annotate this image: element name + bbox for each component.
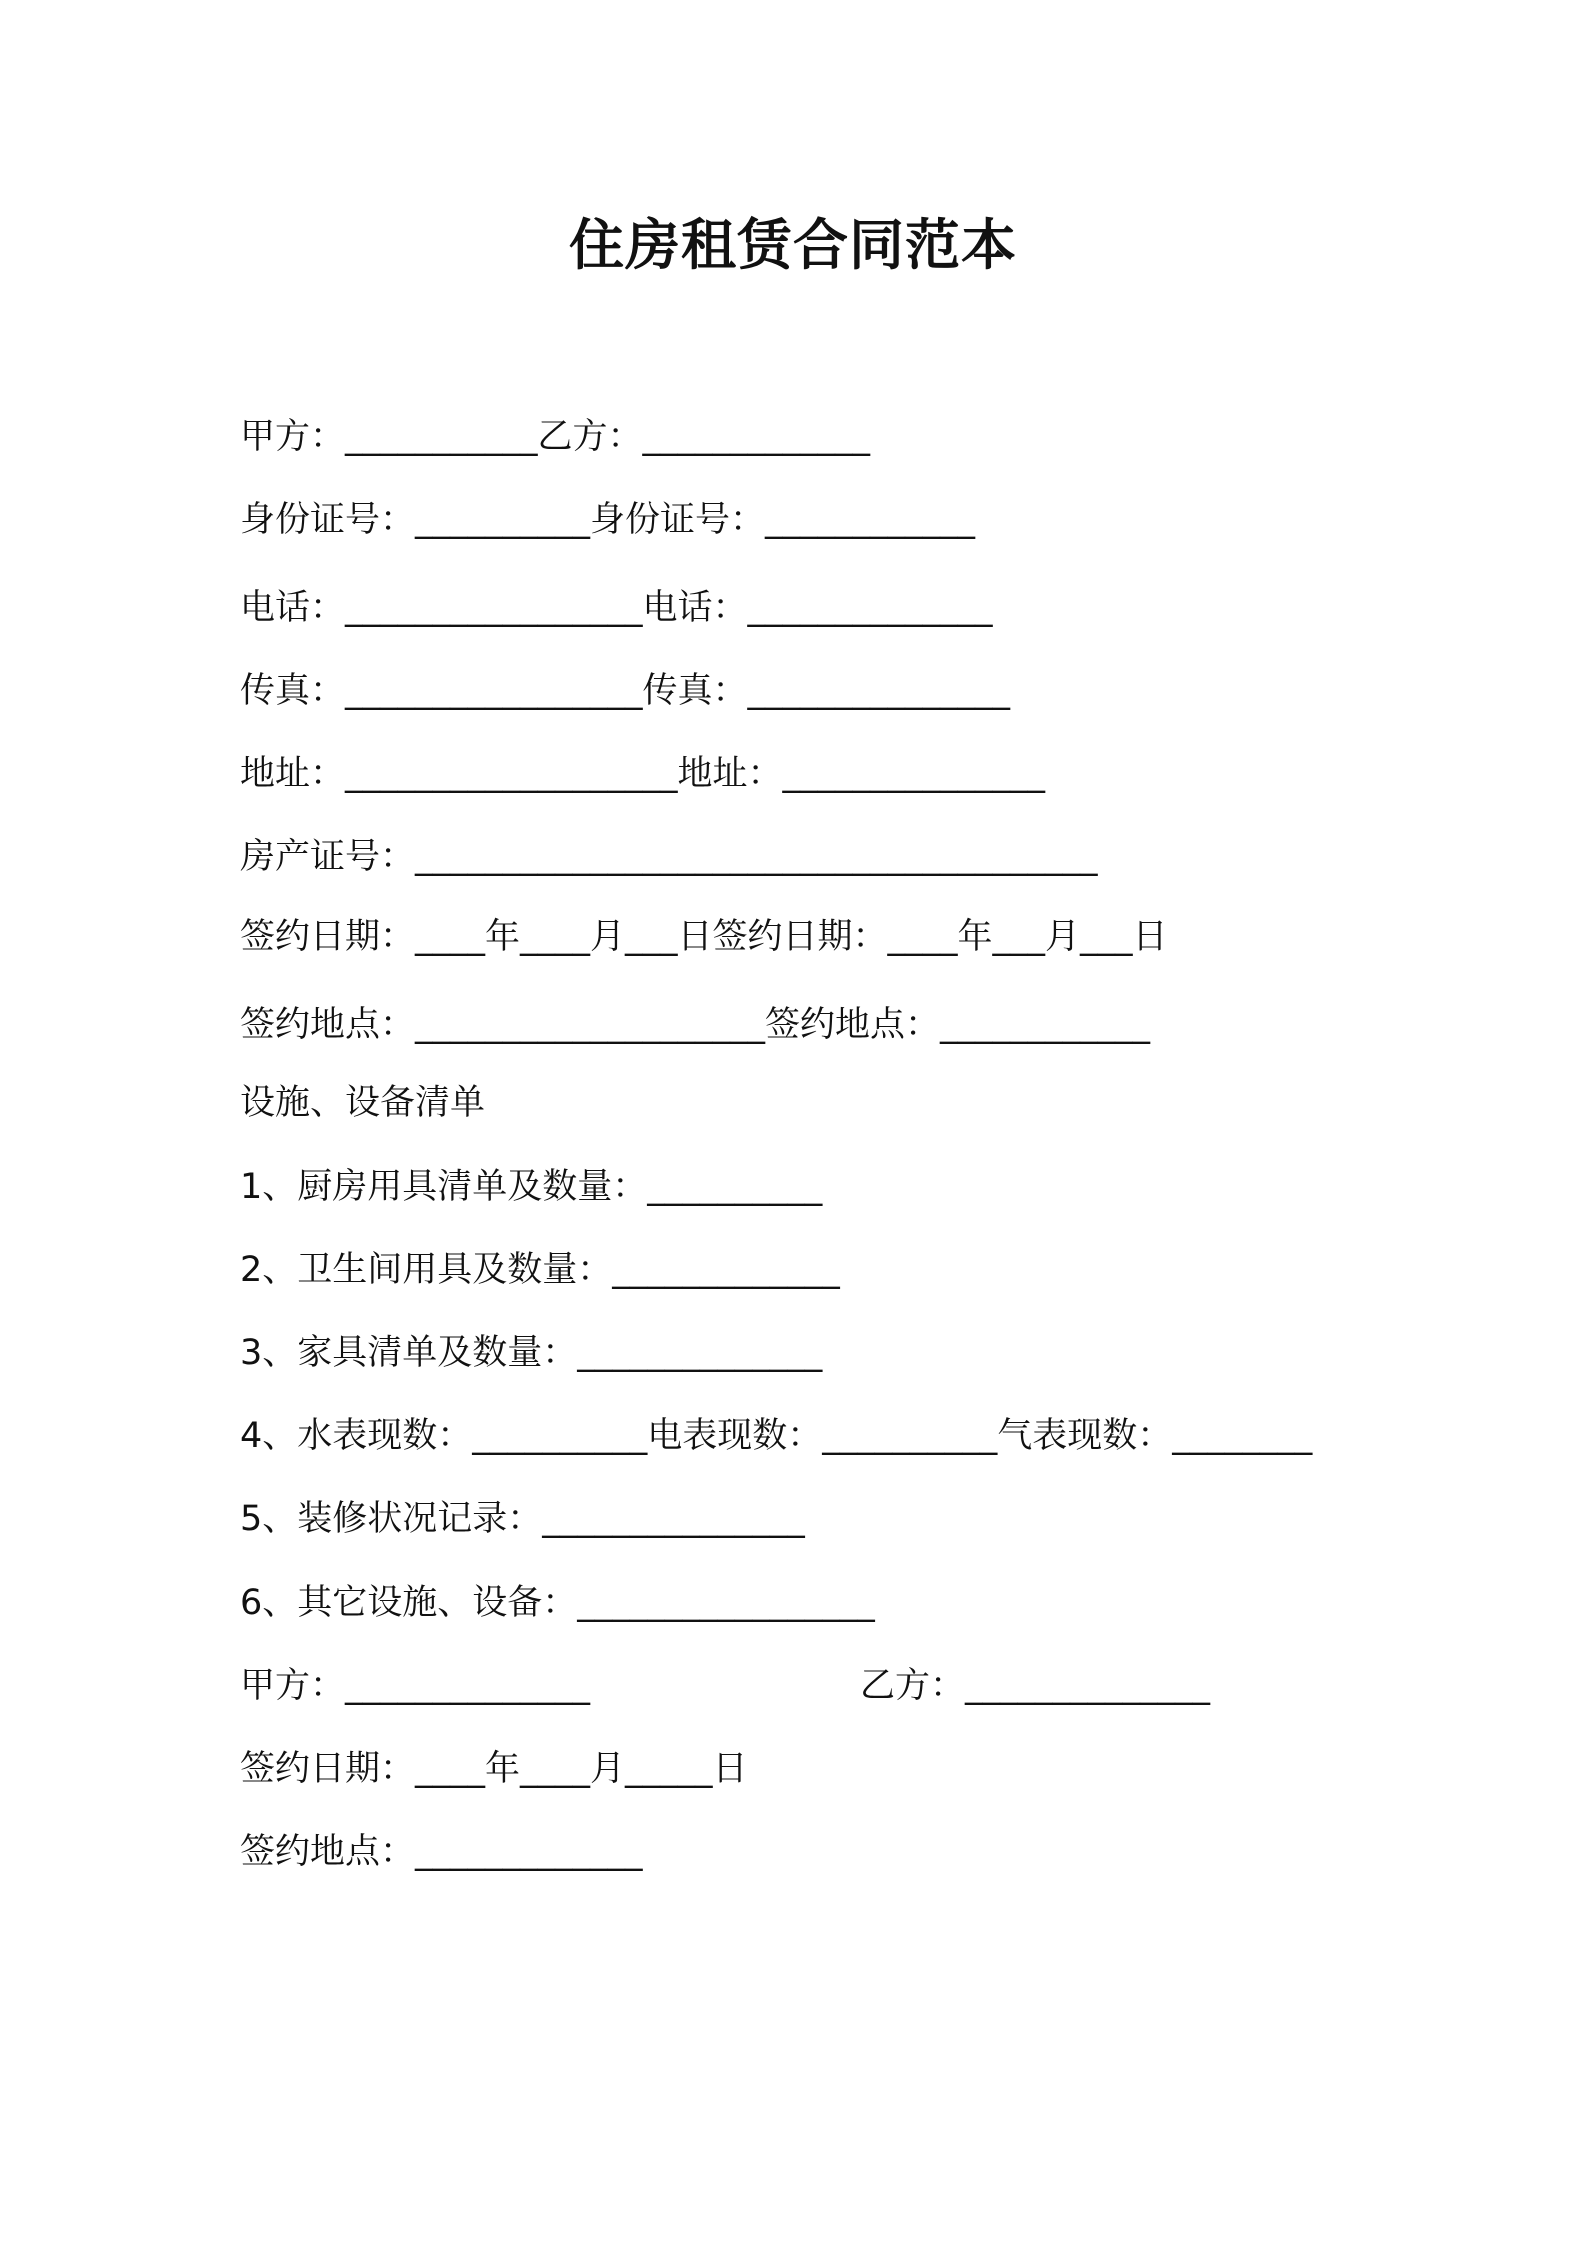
list-item: 5、装修状况记录：_______________ bbox=[240, 1499, 805, 1539]
list-item: 1、厨房用具清单及数量：__________ bbox=[240, 1167, 823, 1207]
address-line: 地址：___________________地址：_______________ bbox=[240, 754, 1046, 794]
property-cert-line: 房产证号：_______________________________________ bbox=[240, 837, 1098, 877]
id-number-line: 身份证号：__________身份证号：____________ bbox=[240, 500, 976, 540]
signature-party-a: 甲方：______________ bbox=[240, 1666, 591, 1706]
parties-line: 甲方：___________乙方：_____________ bbox=[240, 417, 871, 457]
sign-place-line: 签约地点：____________________签约地点：____________ bbox=[240, 1005, 1151, 1045]
list-item: 4、水表现数：__________电表现数：__________气表现数：________ bbox=[240, 1416, 1313, 1456]
list-item: 2、卫生间用具及数量：_____________ bbox=[240, 1250, 840, 1290]
list-item: 6、其它设施、设备：_________________ bbox=[240, 1583, 875, 1623]
signature-party-b: 乙方：______________ bbox=[860, 1666, 1211, 1706]
signature-place: 签约地点：_____________ bbox=[240, 1832, 643, 1872]
list-item: 3、家具清单及数量：______________ bbox=[240, 1333, 823, 1373]
signature-date: 签约日期：____年____月_____日 bbox=[240, 1749, 748, 1789]
sign-date-line: 签约日期：____年____月___日签约日期：____年___月___日 bbox=[240, 917, 1168, 957]
phone-line: 电话：_________________电话：______________ bbox=[240, 588, 993, 628]
page-title: 住房租赁合同范本 bbox=[568, 213, 1017, 277]
facilities-heading: 设施、设备清单 bbox=[240, 1083, 486, 1123]
fax-line: 传真：_________________传真：_______________ bbox=[240, 671, 1011, 711]
